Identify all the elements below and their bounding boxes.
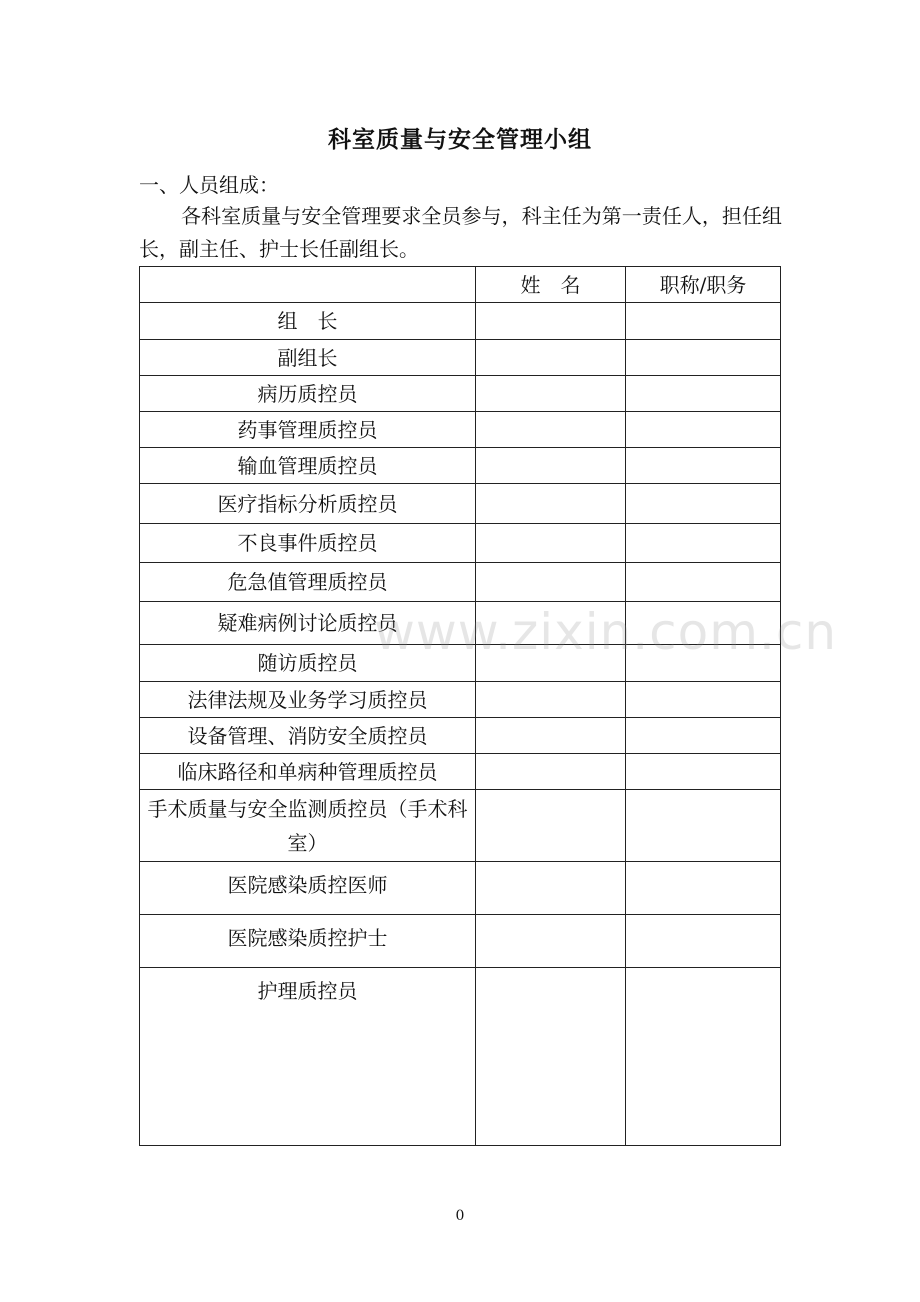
name-cell[interactable] (476, 303, 626, 340)
role-cell: 医疗指标分析质控员 (140, 484, 476, 524)
header-role (140, 267, 476, 303)
role-cell: 不良事件质控员 (140, 524, 476, 563)
table-row (140, 682, 781, 718)
name-cell[interactable] (476, 682, 626, 718)
title-cell[interactable] (626, 862, 781, 915)
role-cell: 药事管理质控员 (140, 412, 476, 448)
table-row (140, 862, 781, 915)
title-cell[interactable] (626, 448, 781, 484)
name-cell[interactable] (476, 718, 626, 754)
role-cell: 随访质控员 (140, 645, 476, 682)
table-row (140, 790, 781, 862)
intro-paragraph: 各科室质量与安全管理要求全员参与，科主任为第一责任人，担任组长，副主任、护士长任副组长。 (139, 204, 782, 261)
table-row (140, 340, 781, 376)
table-row (140, 718, 781, 754)
title-cell[interactable] (626, 376, 781, 412)
table-row (140, 412, 781, 448)
name-cell[interactable] (476, 968, 626, 1146)
table-row (140, 968, 781, 1146)
role-cell: 法律法规及业务学习质控员 (140, 682, 476, 718)
title-cell[interactable] (626, 790, 781, 862)
table-row (140, 376, 781, 412)
table-row (140, 524, 781, 563)
role-cell: 输血管理质控员 (140, 448, 476, 484)
header-title: 职称/职务 (626, 267, 781, 303)
name-cell[interactable] (476, 563, 626, 602)
role-cell: 手术质量与安全监测质控员（手术科室） (140, 790, 476, 862)
title-cell[interactable] (626, 340, 781, 376)
title-cell[interactable] (626, 682, 781, 718)
role-cell: 医院感染质控医师 (140, 862, 476, 915)
document-title: 科室质量与安全管理小组 (328, 126, 592, 153)
name-cell[interactable] (476, 915, 626, 968)
table-header-row (140, 267, 781, 303)
watermark: www.zixin.com.cn (374, 603, 838, 661)
name-cell[interactable] (476, 340, 626, 376)
role-cell: 组 长 (140, 303, 476, 340)
title-cell[interactable] (626, 718, 781, 754)
role-cell: 疑难病例讨论质控员 (140, 602, 476, 645)
name-cell[interactable] (476, 754, 626, 790)
table-row (140, 915, 781, 968)
table-row (140, 484, 781, 524)
name-cell[interactable] (476, 448, 626, 484)
name-cell[interactable] (476, 862, 626, 915)
name-cell[interactable] (476, 484, 626, 524)
table-row (140, 563, 781, 602)
title-cell[interactable] (626, 524, 781, 563)
title-cell[interactable] (626, 563, 781, 602)
page-number: 0 (455, 1208, 465, 1224)
role-cell: 危急值管理质控员 (140, 563, 476, 602)
role-cell: 医院感染质控护士 (140, 915, 476, 968)
table-row (140, 448, 781, 484)
name-cell[interactable] (476, 412, 626, 448)
role-cell: 临床路径和单病种管理质控员 (140, 754, 476, 790)
name-cell[interactable] (476, 376, 626, 412)
section-heading: 一、人员组成： (139, 173, 279, 197)
role-cell: 设备管理、消防安全质控员 (140, 718, 476, 754)
header-name: 姓 名 (476, 267, 626, 303)
title-cell[interactable] (626, 303, 781, 340)
title-cell[interactable] (626, 412, 781, 448)
name-cell[interactable] (476, 790, 626, 862)
title-cell[interactable] (626, 968, 781, 1146)
role-cell: 病历质控员 (140, 376, 476, 412)
name-cell[interactable] (476, 524, 626, 563)
table-row (140, 754, 781, 790)
title-cell[interactable] (626, 484, 781, 524)
role-cell: 护理质控员 (140, 968, 476, 1146)
title-cell[interactable] (626, 915, 781, 968)
roster-table (139, 266, 781, 1146)
title-cell[interactable] (626, 754, 781, 790)
role-cell: 副组长 (140, 340, 476, 376)
table-row (140, 303, 781, 340)
